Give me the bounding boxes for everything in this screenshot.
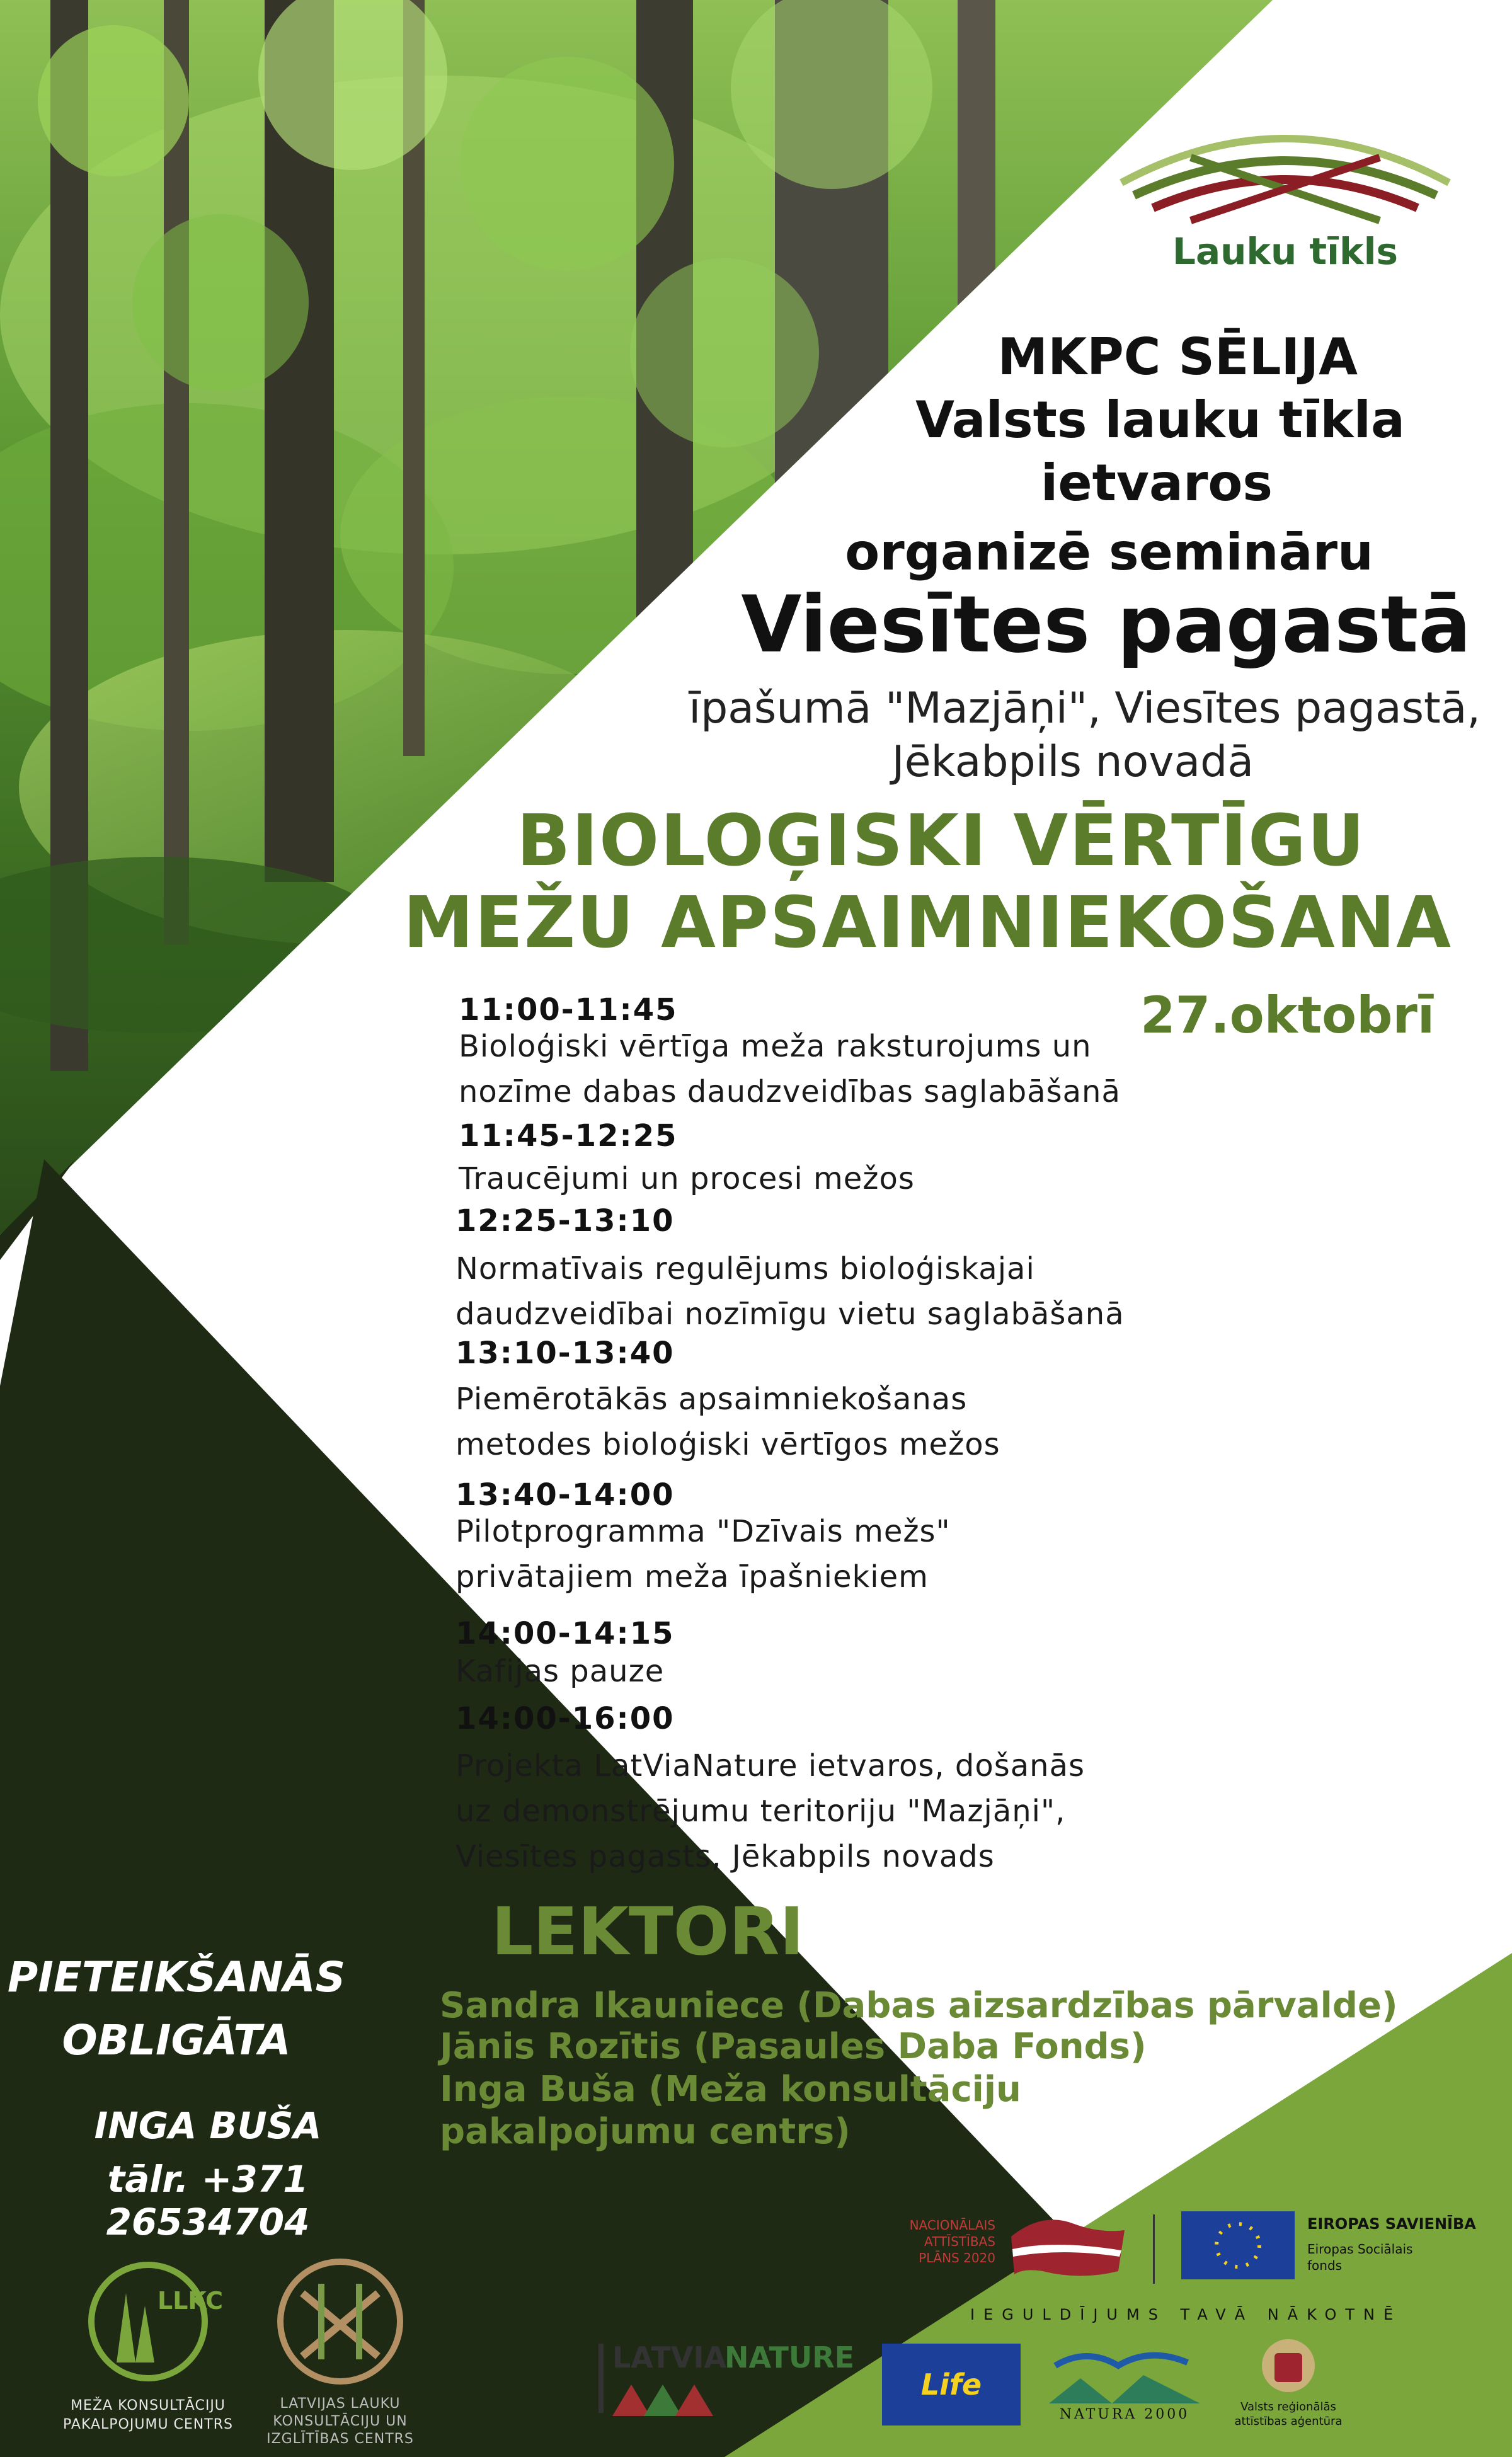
life-text: Life [920,2368,982,2402]
place-title: Viesītes pagastā [741,580,1471,670]
lauku-tikls-emblem-icon [1109,113,1462,233]
eu-sub-2: fonds [1307,2258,1343,2273]
invest-slogan: IEGULDĪJUMS TAVĀ NĀKOTNĒ [970,2306,1402,2323]
contact-name: INGA BUŠA [94,2104,322,2147]
llkc-line-3: IZGLĪTĪBAS CENTRS [266,2431,414,2447]
llkc-emblem-icon [252,2255,428,2388]
address-line-2: Jēkabpils novadā [891,737,1254,787]
schedule-desc-1a: Bioloģiski vērtīga meža raksturojums un [459,1029,1092,1064]
natura-2000-logo [1043,2340,1206,2429]
latvia-flag-icon [1005,2211,1131,2281]
address-line-1: īpašumā "Mazjāņi", Viesītes pagastā, [689,684,1480,733]
header-line-4: organizē semināru [845,523,1373,581]
schedule-desc-5b: privātajiem meža īpašniekiem [455,1559,929,1595]
mkpc-line-1: MEŽA KONSULTĀCIJU [71,2398,226,2414]
schedule-time-3: 12:25-13:10 [455,1203,675,1239]
eu-sub-1: Eiropas Sociālais [1307,2242,1413,2257]
lauku-tikls-logo [1109,113,1462,284]
natura-text: NATURA 2000 [1059,2407,1190,2422]
logo-text: Lauku tīkls [1172,230,1399,273]
divider-line [1153,2214,1155,2284]
lecturers-heading: LEKTORI [491,1893,805,1970]
schedule-desc-3b: daudzveidībai nozīmīgu vietu saglabāšanā [455,1297,1125,1332]
lecturer-2: Jānis Rozītis (Pasaules Daba Fonds) [440,2026,1147,2067]
latvianature-mark-icon [612,2378,738,2416]
latvianature-logo [598,2340,863,2422]
schedule-time-4: 13:10-13:40 [455,1336,675,1371]
mkpc-mark: LLKC [158,2287,224,2315]
nap-logo [869,2211,1147,2287]
mkpc-tree-icon [57,2255,239,2388]
title-line-1: BIOLOĢISKI VĒRTĪGU [517,800,1366,882]
header-line-3: ietvaros [1040,454,1273,512]
latvianature-text-b: NATURE [724,2340,855,2374]
schedule-desc-3a: Normatīvais regulējums bioloģiskajai [455,1251,1035,1286]
schedule-time-2: 11:45-12:25 [459,1118,678,1154]
schedule-time-7: 14:00-16:00 [455,1701,675,1736]
schedule-desc-1b: nozīme dabas daudzveidības saglabāšanā [459,1074,1121,1109]
header-line-2: Valsts lauku tīkla [915,391,1405,449]
llkc-line-1: LATVIJAS LAUKU [280,2396,401,2412]
title-line-2: MEŽU APSAIMNIEKOŠANA [403,882,1452,964]
contact-phone: tālr. +371 26534704 [106,2158,310,2243]
llkc-logo [252,2255,428,2457]
latvianature-bar [598,2344,604,2413]
vraa-logo [1232,2334,1345,2435]
latvia-coat-of-arms-icon [1232,2334,1345,2397]
latvianature-text-a: LATVIA [612,2340,727,2374]
schedule-time-5: 13:40-14:00 [455,1477,675,1513]
life-logo [882,2344,1021,2426]
schedule-time-1: 11:00-11:45 [459,992,678,1028]
llkc-line-2: KONSULTĀCIJU UN [273,2414,408,2429]
registration-line-2: OBLIGĀTA [62,2016,291,2065]
nap-line-2: ATTĪSTĪBAS [924,2234,995,2249]
lecturer-1: Sandra Ikauniece (Dabas aizsardzības pārvalde) [440,1985,1398,2026]
vraa-line-1: Valsts reģionālās [1240,2400,1336,2414]
schedule-desc-6a: Kafijas pauze [455,1654,665,1689]
schedule-desc-7c: Viesītes pagasts, Jēkabpils novads [455,1839,995,1874]
mkpc-logo [57,2255,239,2444]
nap-line-3: PLĀNS 2020 [919,2250,995,2265]
schedule-desc-2a: Traucējumi un procesi mežos [459,1161,915,1196]
schedule-desc-5a: Pilotprogramma "Dzīvais mežs" [455,1514,951,1549]
eu-title: EIROPAS SAVIENĪBA [1307,2215,1476,2233]
mkpc-line-2: PAKALPOJUMU CENTRS [63,2417,233,2432]
lecturer-3: Inga Buša (Meža konsultāciju [440,2069,1021,2110]
vraa-line-2: attīstības aģentūra [1234,2415,1343,2428]
schedule-desc-7a: Projekta LatViaNature ietvaros, došanās [455,1748,1085,1784]
lecturer-3-cont: pakalpojumu centrs) [440,2111,850,2152]
schedule-desc-4b: metodes bioloģiski vērtīgos mežos [455,1427,1000,1462]
schedule-time-6: 14:00-14:15 [455,1616,675,1651]
schedule-desc-7b: uz demonstrējumu teritoriju "Mazjāņi", [455,1794,1066,1829]
eu-esf-logo [1181,2211,1496,2287]
schedule-desc-4a: Piemērotākās apsaimniekošanas [455,1382,968,1417]
natura-bird-icon [1043,2340,1206,2403]
event-date: 27.oktobrī [1140,986,1435,1045]
eu-flag-icon [1181,2211,1295,2279]
registration-line-1: PIETEIKŠANĀS [7,1953,346,2002]
header-line-1: MKPC SĒLIJA [997,328,1358,386]
nap-line-1: NACIONĀLAIS [909,2218,995,2233]
